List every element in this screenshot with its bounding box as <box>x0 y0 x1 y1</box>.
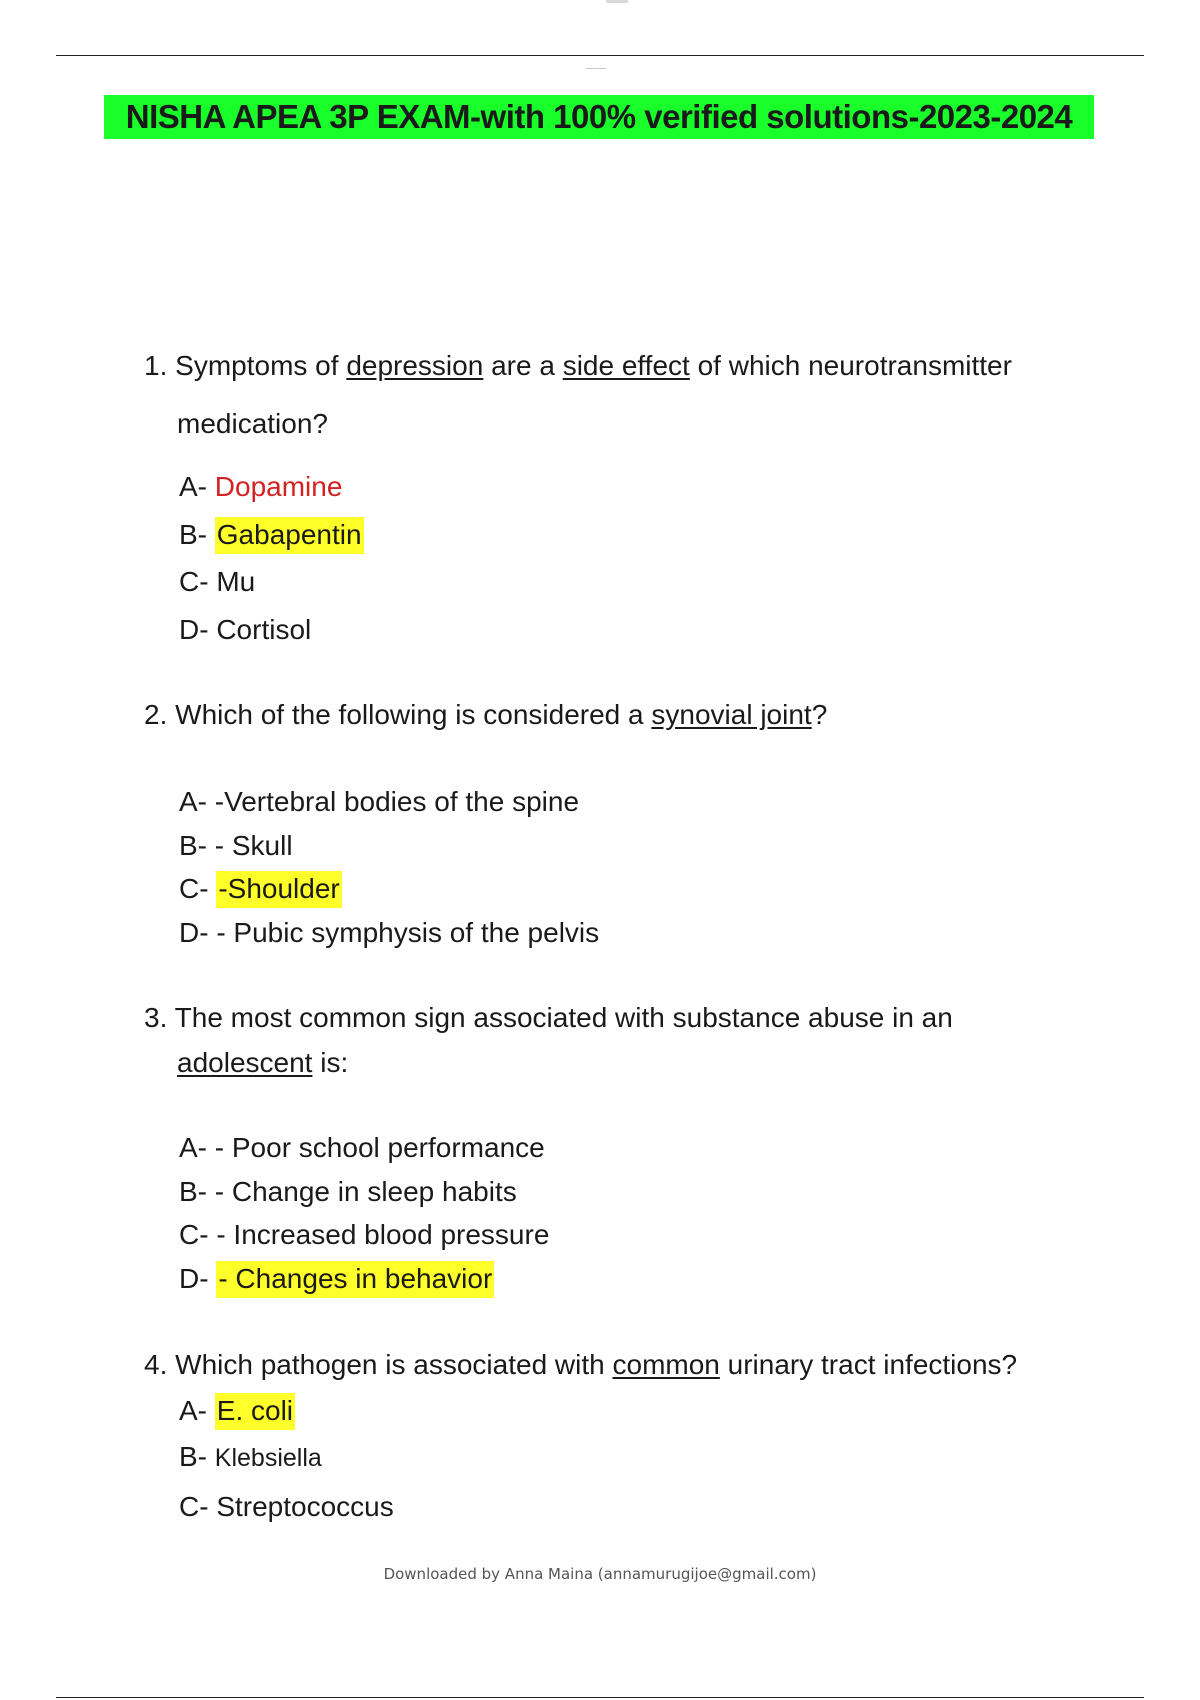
option-letter: D- <box>179 614 209 645</box>
top-edge-mark <box>606 0 628 3</box>
underlined-term: common <box>612 1349 720 1380</box>
option-letter: A- <box>179 786 207 817</box>
question-3 <box>144 1001 953 1035</box>
question-2 <box>144 698 827 732</box>
option-letter: C- <box>179 566 209 597</box>
question-1-continuation: medication? <box>177 408 328 439</box>
option-text: -Vertebral bodies of the spine <box>214 786 580 817</box>
option-3d <box>179 1262 494 1296</box>
option-letter: D- <box>179 1263 209 1294</box>
question-number: 1. <box>144 350 168 381</box>
option-letter: C- <box>179 873 209 904</box>
footer-rule <box>56 1697 1144 1698</box>
underlined-term: adolescent <box>177 1047 313 1078</box>
download-footer: Downloaded by Anna Maina (annamurugijoe@gmail.com) <box>383 1565 817 1583</box>
option-letter: A- <box>179 1132 207 1163</box>
document-title: NISHA APEA 3P EXAM-with 100% verified solutions-2023-2024 <box>104 95 1094 139</box>
option-letter: B- <box>179 830 207 861</box>
option-text: Mu <box>216 566 256 597</box>
option-letter: B- <box>179 1176 207 1207</box>
option-letter: B- <box>179 1441 207 1472</box>
question-text: The most common sign associated with substance abuse in an <box>174 1002 953 1033</box>
option-2a <box>179 785 579 819</box>
question-text: Which pathogen is associated with <box>175 1349 605 1380</box>
underlined-term: depression <box>346 350 484 381</box>
option-text: Streptococcus <box>216 1491 394 1522</box>
correct-answer-highlight: Gabapentin <box>215 517 364 554</box>
option-text: Cortisol <box>216 614 312 645</box>
option-letter: C- <box>179 1491 209 1522</box>
question-text: urinary tract infections? <box>727 1349 1018 1380</box>
option-2b <box>179 829 293 863</box>
option-3c <box>179 1218 549 1252</box>
question-text: of which neurotransmitter <box>697 350 1012 381</box>
option-2c <box>179 872 342 906</box>
option-text: - Poor school performance <box>214 1132 545 1163</box>
question-number: 4. <box>144 1349 168 1380</box>
question-1 <box>144 349 1012 383</box>
question-number: 3. <box>144 1002 168 1033</box>
option-text: - Change in sleep habits <box>214 1176 517 1207</box>
question-text: ? <box>811 699 828 730</box>
question-text: Symptoms of <box>175 350 339 381</box>
correct-answer-highlight: -Shoulder <box>216 871 341 908</box>
option-1d <box>179 613 311 647</box>
option-4b <box>179 1440 322 1475</box>
option-text: Dopamine <box>214 471 343 502</box>
option-3b <box>179 1175 517 1209</box>
question-number: 2. <box>144 699 168 730</box>
question-text: is: <box>320 1047 349 1078</box>
option-4a <box>179 1394 295 1428</box>
option-letter: C- <box>179 1219 209 1250</box>
option-3a <box>179 1131 545 1165</box>
correct-answer-highlight: E. coli <box>215 1393 295 1430</box>
question-text: are a <box>491 350 555 381</box>
question-text: Which of the following is considered a <box>175 699 644 730</box>
correct-answer-highlight: - Changes in behavior <box>216 1261 494 1298</box>
option-letter: D- <box>179 917 209 948</box>
header-rule <box>56 55 1144 56</box>
option-text: Klebsiella <box>214 1444 322 1472</box>
option-1c <box>179 565 255 599</box>
option-1b <box>179 518 364 552</box>
option-1a <box>179 470 342 504</box>
question-3-continuation <box>177 1046 348 1080</box>
underlined-term: side effect <box>562 350 690 381</box>
option-4c <box>179 1490 394 1524</box>
option-2d <box>179 916 599 950</box>
option-letter: A- <box>179 471 207 502</box>
option-text: - Pubic symphysis of the pelvis <box>216 917 600 948</box>
option-text: - Skull <box>214 830 293 861</box>
option-letter: A- <box>179 1395 207 1426</box>
option-text: - Increased blood pressure <box>216 1219 550 1250</box>
header-dash <box>586 68 606 69</box>
option-letter: B- <box>179 519 207 550</box>
question-4 <box>144 1348 1017 1382</box>
underlined-term: synovial joint <box>651 699 812 730</box>
